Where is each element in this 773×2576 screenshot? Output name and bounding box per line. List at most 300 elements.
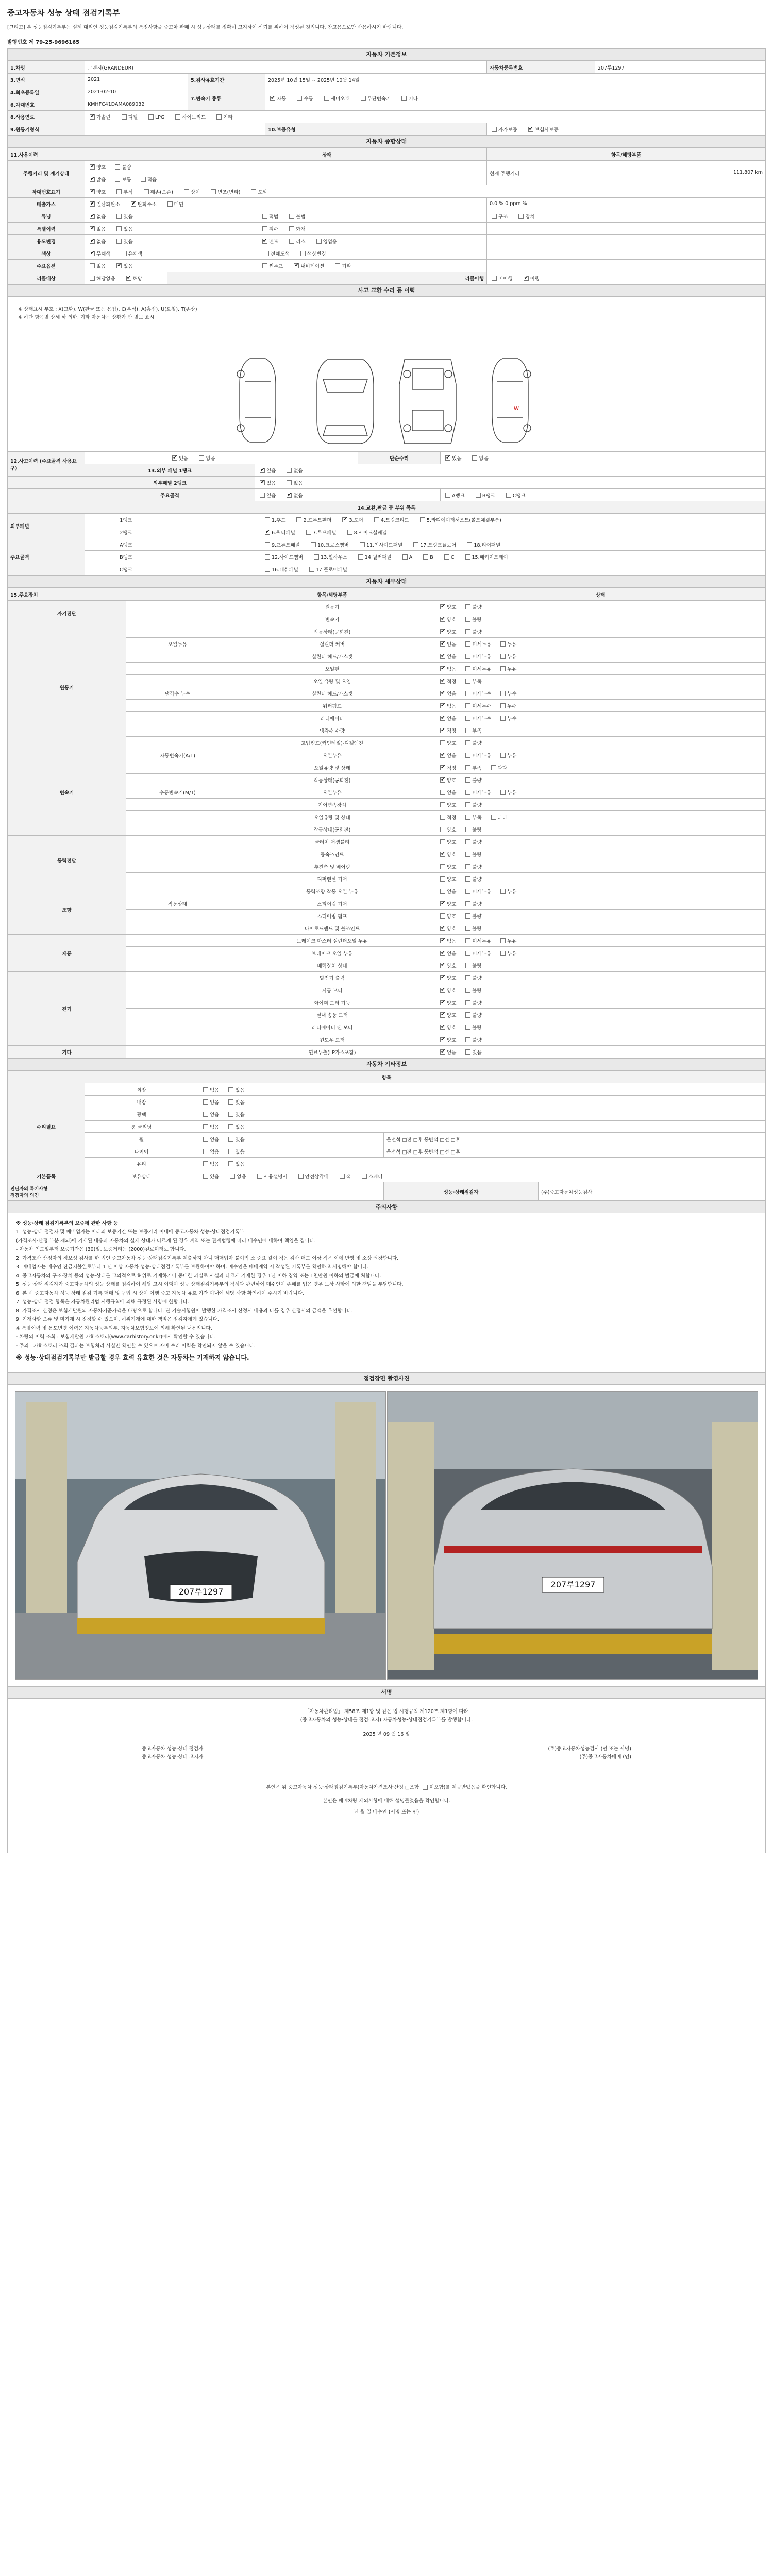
checkbox[interactable] — [440, 864, 445, 869]
checkbox-checked[interactable] — [90, 164, 95, 170]
option — [438, 628, 456, 635]
checkbox[interactable] — [465, 963, 470, 968]
checkbox[interactable] — [465, 728, 470, 733]
detail-note — [600, 1033, 766, 1046]
checkbox-checked[interactable] — [440, 1037, 445, 1042]
checkbox[interactable] — [289, 214, 294, 219]
checkbox-checked[interactable] — [445, 455, 450, 461]
option-label: 없음 — [447, 889, 457, 895]
checkbox[interactable] — [465, 691, 470, 696]
checkbox[interactable] — [90, 263, 95, 268]
checkbox[interactable] — [257, 1174, 262, 1179]
checkbox[interactable] — [500, 666, 506, 671]
checkbox[interactable] — [465, 815, 470, 820]
checkbox[interactable] — [423, 554, 428, 560]
option — [438, 950, 456, 957]
checkbox[interactable] — [167, 201, 173, 207]
detail-note — [600, 712, 766, 724]
checkbox[interactable] — [465, 790, 470, 795]
checkbox[interactable] — [347, 530, 352, 535]
option-label: 없음 — [447, 716, 457, 722]
checkbox[interactable] — [184, 189, 189, 194]
checkbox[interactable] — [116, 189, 122, 194]
checkbox-checked[interactable] — [440, 1025, 445, 1030]
checkbox-checked[interactable] — [90, 201, 95, 207]
checkbox[interactable] — [440, 913, 445, 919]
option-label: 누유 — [507, 889, 517, 895]
checkbox[interactable] — [465, 1025, 470, 1030]
checkbox[interactable] — [440, 876, 445, 882]
detail-sub-label — [126, 996, 229, 1009]
detail-sub-label — [126, 885, 229, 897]
checkbox[interactable] — [265, 567, 270, 572]
checkbox-checked[interactable] — [262, 239, 267, 244]
detail-sub-label — [126, 811, 229, 823]
detail-state-options — [435, 947, 600, 959]
checkbox-checked[interactable] — [440, 753, 445, 758]
detail-group-label: 조향 — [8, 885, 126, 935]
detail-note — [600, 737, 766, 749]
checkbox[interactable] — [467, 542, 472, 547]
checkbox-checked[interactable] — [90, 226, 95, 231]
rank-c-items: 16.대쉬패널 17.플로어패널 — [167, 563, 766, 575]
usage-change-note — [487, 235, 766, 247]
option — [438, 888, 456, 895]
checkbox[interactable] — [465, 554, 470, 560]
checkbox-checked[interactable] — [90, 189, 95, 194]
option-label: 미세누유 — [472, 951, 492, 957]
detail-note — [600, 885, 766, 897]
option — [463, 727, 481, 734]
detail-state-options — [435, 799, 600, 811]
checkbox[interactable] — [465, 703, 470, 708]
checkbox[interactable] — [465, 604, 470, 609]
checkbox[interactable] — [440, 889, 445, 894]
detail-state-options — [435, 972, 600, 984]
checkbox[interactable] — [465, 1049, 470, 1055]
option — [498, 752, 516, 759]
checkbox[interactable] — [324, 96, 329, 101]
option-label: 없음 — [447, 790, 457, 796]
option-label: 양호 — [447, 1000, 457, 1006]
detail-note — [600, 700, 766, 712]
checkbox[interactable] — [216, 114, 222, 120]
legend-note: ※ 하단 항목별 상세 하 의한, 기타 자동차는 상황가 반 별보 표시 — [18, 315, 155, 320]
checkbox-checked[interactable] — [270, 96, 275, 101]
checkbox-checked[interactable] — [440, 963, 445, 968]
checkbox[interactable] — [492, 214, 497, 219]
detail-state-options — [435, 687, 600, 700]
checkbox[interactable] — [228, 1161, 233, 1166]
checkbox-checked[interactable] — [260, 468, 265, 473]
detail-note — [600, 1009, 766, 1021]
checkbox[interactable] — [465, 876, 470, 882]
checkbox[interactable] — [440, 740, 445, 745]
option — [438, 727, 456, 734]
checkbox[interactable] — [230, 1174, 235, 1179]
checkbox[interactable] — [492, 127, 497, 132]
checkbox[interactable] — [500, 753, 506, 758]
checkbox[interactable] — [262, 263, 267, 268]
checkbox[interactable] — [465, 975, 470, 980]
checkbox[interactable] — [465, 827, 470, 832]
other-info-table — [7, 1071, 766, 1201]
checkbox[interactable] — [297, 96, 302, 101]
checkbox-checked[interactable] — [440, 691, 445, 696]
checkbox[interactable] — [465, 802, 470, 807]
option-label: 양호 — [447, 963, 457, 969]
checkbox[interactable] — [465, 666, 470, 671]
checkbox[interactable] — [491, 765, 496, 770]
checkbox[interactable] — [440, 839, 445, 844]
section-notes: 주의사항 — [7, 1201, 766, 1213]
checkbox-checked[interactable] — [440, 901, 445, 906]
checkbox[interactable] — [440, 790, 445, 795]
option — [498, 950, 516, 957]
detail-item-label: 동력조향 작동 오일 누유 — [229, 885, 435, 897]
detail-sub-label — [126, 724, 229, 737]
checkbox[interactable] — [265, 554, 270, 560]
checkbox-checked[interactable] — [440, 951, 445, 956]
checkbox[interactable] — [203, 1137, 208, 1142]
detail-state-options — [435, 663, 600, 675]
checkbox[interactable] — [413, 542, 418, 547]
checkbox[interactable] — [500, 951, 506, 956]
checkbox-checked[interactable] — [260, 480, 265, 485]
checkbox[interactable] — [115, 177, 120, 182]
checkbox[interactable] — [500, 691, 506, 696]
checkbox[interactable] — [203, 1099, 208, 1105]
checkbox-checked[interactable] — [90, 251, 95, 256]
checkbox[interactable] — [444, 554, 449, 560]
warranty-options: 자가보증 ✔ 보험사보증 — [487, 123, 766, 135]
detail-state-options — [435, 638, 600, 650]
checkbox[interactable] — [361, 96, 366, 101]
checkbox-checked[interactable] — [172, 455, 177, 461]
checkbox[interactable] — [500, 938, 506, 943]
checkbox[interactable] — [440, 815, 445, 820]
checkbox-checked[interactable] — [440, 1012, 445, 1018]
checkbox[interactable] — [465, 864, 470, 869]
checkbox-checked[interactable] — [440, 852, 445, 857]
checkbox[interactable] — [465, 1037, 470, 1042]
car-front-photo-icon — [15, 1392, 386, 1680]
detail-sub-label — [126, 984, 229, 996]
checkbox[interactable] — [228, 1137, 233, 1142]
option — [438, 974, 456, 981]
checkbox[interactable] — [500, 654, 506, 659]
option — [438, 603, 456, 611]
checkbox[interactable] — [228, 1112, 233, 1117]
detail-state-options — [435, 601, 600, 613]
checkbox-checked[interactable] — [90, 214, 95, 219]
checkbox[interactable] — [465, 852, 470, 857]
checkbox[interactable] — [203, 1149, 208, 1154]
detail-item-label: 작동상태(공회전) — [229, 625, 435, 638]
checkbox[interactable] — [472, 455, 477, 461]
checkbox[interactable] — [316, 239, 322, 244]
checkbox[interactable] — [115, 164, 120, 170]
option — [438, 814, 456, 821]
checkbox[interactable] — [264, 251, 269, 256]
checkbox[interactable] — [211, 189, 216, 194]
checkbox[interactable] — [500, 703, 506, 708]
detail-sub-label — [126, 663, 229, 675]
checkbox[interactable] — [492, 276, 497, 281]
checkbox[interactable] — [203, 1174, 208, 1179]
checkbox[interactable] — [265, 517, 270, 522]
mileage-state-2: ✔많음 보통 적음 — [85, 173, 487, 185]
checkbox[interactable] — [500, 790, 506, 795]
option-label: 불량 — [472, 901, 482, 907]
checkbox[interactable] — [228, 1099, 233, 1105]
checkbox[interactable] — [465, 1012, 470, 1018]
checkbox[interactable] — [262, 214, 267, 219]
checkbox[interactable] — [362, 1174, 367, 1179]
label-recall-done: 리콜이행 — [167, 272, 487, 284]
checkbox[interactable] — [420, 517, 425, 522]
checkbox[interactable] — [465, 889, 470, 894]
option-label: 불량 — [472, 827, 482, 833]
checkbox[interactable] — [401, 96, 407, 101]
option-label: 부족 — [472, 815, 482, 821]
label-special-history: 특별이력 — [8, 223, 85, 235]
checkbox[interactable] — [465, 617, 470, 622]
checkbox[interactable] — [465, 641, 470, 647]
detail-item-label: 등속조인트 — [229, 848, 435, 860]
detail-state-options — [435, 959, 600, 972]
checkbox[interactable] — [465, 777, 470, 783]
option — [438, 838, 456, 845]
option — [463, 715, 491, 722]
checkbox[interactable] — [465, 938, 470, 943]
option — [463, 838, 481, 845]
checkbox[interactable] — [122, 114, 127, 120]
checkbox-checked[interactable] — [90, 239, 95, 244]
checkbox[interactable] — [116, 226, 122, 231]
detail-note — [600, 860, 766, 873]
checkbox[interactable] — [500, 641, 506, 647]
checkbox[interactable] — [141, 177, 146, 182]
checkbox[interactable] — [203, 1161, 208, 1166]
checkbox[interactable] — [199, 455, 204, 461]
checkbox[interactable] — [500, 889, 506, 894]
checkbox[interactable] — [340, 1174, 345, 1179]
checkbox-checked[interactable] — [131, 201, 136, 207]
option-label: 양호 — [447, 975, 457, 981]
detail-note — [600, 836, 766, 848]
checkbox[interactable] — [465, 839, 470, 844]
checkbox[interactable] — [116, 214, 122, 219]
checkbox[interactable] — [289, 226, 294, 231]
checkbox-checked[interactable] — [440, 1000, 445, 1005]
checkbox[interactable] — [465, 753, 470, 758]
checkbox[interactable] — [260, 493, 265, 498]
option — [463, 764, 481, 771]
checkbox[interactable] — [465, 654, 470, 659]
detail-note — [600, 996, 766, 1009]
sign-inspector-value: (주)중고자동차성능검사 (인 또는 서명) — [548, 1746, 631, 1752]
checkbox[interactable] — [465, 951, 470, 956]
checkbox-checked[interactable] — [342, 517, 347, 522]
checkbox[interactable] — [262, 226, 267, 231]
checkbox[interactable] — [358, 554, 363, 560]
checkbox[interactable] — [116, 239, 122, 244]
option-label: 부족 — [472, 679, 482, 685]
checkbox[interactable] — [465, 926, 470, 931]
option-label: 미세누수 — [472, 716, 492, 722]
checkbox[interactable] — [228, 1124, 233, 1129]
checkbox-checked[interactable] — [265, 530, 270, 535]
detail-state-options — [435, 1046, 600, 1058]
checkbox[interactable] — [265, 542, 270, 547]
checkbox[interactable] — [314, 554, 319, 560]
detail-sub-label — [126, 774, 229, 786]
checkbox-checked[interactable] — [440, 629, 445, 634]
checkbox-checked[interactable] — [440, 641, 445, 647]
checkbox-checked[interactable] — [440, 654, 445, 659]
checkbox[interactable] — [203, 1112, 208, 1117]
detail-state-options — [435, 749, 600, 761]
rank-2-label: 2랭크 — [85, 526, 167, 538]
checkbox-checked[interactable] — [440, 988, 445, 993]
detail-note — [600, 947, 766, 959]
checkbox-checked[interactable] — [90, 114, 95, 120]
label-vin-mark: 차대번호표기 — [8, 185, 85, 198]
checkbox-checked[interactable] — [440, 703, 445, 708]
checkbox-checked[interactable] — [90, 177, 95, 182]
checkbox[interactable] — [465, 740, 470, 745]
checkbox[interactable] — [251, 189, 256, 194]
other-item-options: 없음 있음 — [198, 1133, 384, 1145]
checkbox[interactable] — [423, 1785, 428, 1790]
main-options-options: 없음 ✔ 있음 썬루프 ✔ 내비게이션 기타 — [85, 260, 487, 272]
checkbox-checked[interactable] — [440, 617, 445, 622]
checkbox[interactable] — [465, 679, 470, 684]
checkbox[interactable] — [476, 493, 481, 498]
tuning-extra: 구조 장치 — [487, 210, 766, 223]
checkbox-checked[interactable] — [287, 493, 292, 498]
checkbox-checked[interactable] — [440, 679, 445, 684]
value-engine-type — [85, 123, 265, 135]
checkbox-checked[interactable] — [524, 276, 529, 281]
option-label: 불량 — [472, 802, 482, 808]
option — [463, 1024, 481, 1031]
checkbox-checked[interactable] — [440, 938, 445, 943]
checkbox[interactable] — [491, 815, 496, 820]
checkbox[interactable] — [296, 517, 301, 522]
detail-state-options — [435, 922, 600, 935]
checkbox[interactable] — [148, 114, 154, 120]
checkbox[interactable] — [289, 239, 294, 244]
checkbox-checked[interactable] — [126, 276, 131, 281]
checkbox[interactable] — [402, 554, 408, 560]
checkbox[interactable] — [306, 530, 311, 535]
option-label: 양호 — [447, 913, 457, 920]
checkbox[interactable] — [203, 1087, 208, 1092]
option — [438, 702, 456, 709]
checkbox-checked[interactable] — [440, 716, 445, 721]
checkbox[interactable] — [203, 1124, 208, 1129]
checkbox[interactable] — [440, 827, 445, 832]
checkbox[interactable] — [175, 114, 180, 120]
checkbox[interactable] — [300, 251, 306, 256]
rank-1-items: 1.후드 2.프론트휀더 ✔ 3.도어 4.트렁크리드 5.라디에이터서포트(볼트체결부품) — [167, 514, 766, 526]
checkbox[interactable] — [309, 567, 314, 572]
checkbox[interactable] — [298, 1174, 304, 1179]
checkbox-checked[interactable] — [440, 765, 445, 770]
other-item-options: 없음 있음 — [198, 1145, 384, 1158]
checkbox[interactable] — [506, 493, 511, 498]
checkbox[interactable] — [144, 189, 149, 194]
label-outer-blank — [8, 477, 85, 489]
checkbox[interactable] — [465, 913, 470, 919]
checkbox[interactable] — [518, 214, 524, 219]
label-repair-needed: 수리필요 — [8, 1083, 85, 1170]
checkbox[interactable] — [228, 1149, 233, 1154]
detail-state-options — [435, 737, 600, 749]
checkbox[interactable] — [287, 480, 292, 485]
option-label: 양호 — [447, 839, 457, 845]
checkbox[interactable] — [465, 901, 470, 906]
checkbox-checked[interactable] — [440, 975, 445, 980]
checkbox[interactable] — [445, 493, 450, 498]
checkbox[interactable] — [500, 716, 506, 721]
checkbox-checked[interactable] — [294, 263, 299, 268]
checkbox[interactable] — [374, 517, 379, 522]
checkbox[interactable] — [465, 716, 470, 721]
detail-item-label: 추진축 및 베어링 — [229, 860, 435, 873]
detail-group-label: 기타 — [8, 1046, 126, 1058]
option — [438, 900, 456, 907]
checkbox[interactable] — [90, 276, 95, 281]
detail-note — [600, 761, 766, 774]
other-item: 휠 — [85, 1133, 198, 1145]
checkbox-checked[interactable] — [116, 263, 122, 268]
checkbox-checked[interactable] — [440, 666, 445, 671]
detail-item-label: 원동기 — [229, 601, 435, 613]
checkbox[interactable] — [287, 468, 292, 473]
checkbox[interactable] — [465, 988, 470, 993]
checkbox[interactable] — [360, 542, 365, 547]
label-outer-rank2: 외부패널 2랭크 — [85, 477, 255, 489]
option-label: 불량 — [472, 988, 482, 994]
detail-sub-label — [126, 848, 229, 860]
option-label: 양호 — [447, 802, 457, 808]
option-label: 불량 — [472, 777, 482, 784]
checkbox[interactable] — [228, 1087, 233, 1092]
checkbox-checked[interactable] — [440, 777, 445, 783]
detail-sub-label — [126, 625, 229, 638]
checkbox-checked[interactable] — [440, 1049, 445, 1055]
checkbox[interactable] — [465, 629, 470, 634]
checkbox-checked[interactable] — [440, 926, 445, 931]
checkbox[interactable] — [465, 765, 470, 770]
checkbox[interactable] — [465, 1000, 470, 1005]
checkbox-checked[interactable] — [440, 604, 445, 609]
checkbox[interactable] — [335, 263, 340, 268]
checkbox[interactable] — [122, 251, 127, 256]
main-options-note — [487, 260, 766, 272]
checkbox[interactable] — [440, 802, 445, 807]
option-label: 없음 — [447, 938, 457, 944]
checkbox-checked[interactable] — [440, 728, 445, 733]
checkbox[interactable] — [311, 542, 316, 547]
checkbox-checked[interactable] — [528, 127, 533, 132]
option — [463, 962, 481, 969]
detail-item-label: 브레이크 오일 누유 — [229, 947, 435, 959]
detail-sub-label — [126, 947, 229, 959]
